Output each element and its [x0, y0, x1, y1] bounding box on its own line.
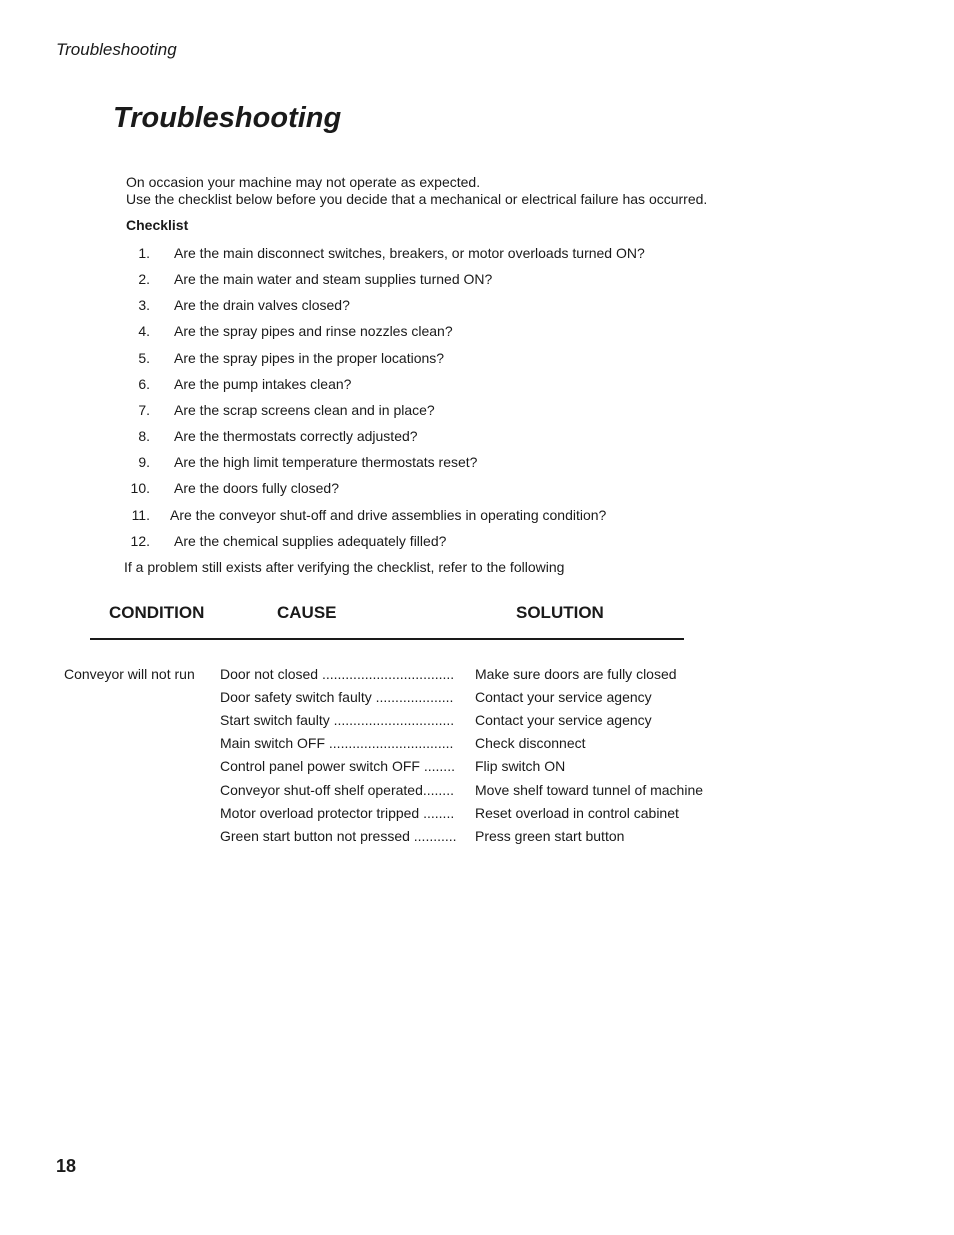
checklist-item-text: Are the drain valves closed? — [174, 297, 350, 313]
checklist-item-number: 11. — [131, 507, 150, 523]
page-title: Troubleshooting — [113, 102, 342, 134]
running-header: Troubleshooting — [56, 40, 177, 59]
checklist-item-text: Are the spray pipes and rinse nozzles clean? — [174, 323, 453, 339]
checklist-item-text: Are the doors fully closed? — [174, 480, 339, 496]
intro-line-1: On occasion your machine may not operate as expected. — [126, 174, 481, 190]
column-header-solution: SOLUTION — [516, 603, 604, 622]
column-header-condition: CONDITION — [109, 603, 205, 622]
solution-cell: Contact your service agency — [475, 712, 652, 728]
checklist-item-text: Are the spray pipes in the proper locations? — [174, 350, 445, 366]
solution-cell: Move shelf toward tunnel of machine — [475, 782, 704, 798]
checklist-item-text: Are the main water and steam supplies turned ON? — [174, 271, 493, 287]
checklist-item-number: 8. — [138, 428, 150, 444]
cause-cell: Motor overload protector tripped ........ — [220, 805, 455, 821]
checklist-item-text: Are the thermostats correctly adjusted? — [174, 428, 418, 444]
checklist-item-text: Are the pump intakes clean? — [174, 376, 352, 392]
followup-text: If a problem still exists after verifying the checklist, refer to the following — [124, 559, 565, 575]
checklist-item-text: Are the conveyor shut-off and drive assemblies in operating condition? — [170, 507, 607, 523]
solution-cell: Press green start button — [475, 828, 625, 844]
column-header-cause: CAUSE — [277, 603, 337, 622]
checklist-item-number: 7. — [138, 402, 150, 418]
solution-cell: Make sure doors are fully closed — [475, 666, 677, 682]
cause-cell: Main switch OFF ................................ — [220, 735, 454, 751]
page-number: 18 — [56, 1156, 77, 1176]
cause-cell: Start switch faulty ............................... — [220, 712, 455, 728]
checklist-item-number: 1. — [138, 245, 150, 261]
cause-cell: Door safety switch faulty .................... — [220, 689, 454, 705]
solution-cell: Check disconnect — [475, 735, 586, 751]
checklist-item-number: 12. — [130, 533, 150, 549]
checklist-item-number: 5. — [138, 350, 150, 366]
table-header-rule — [90, 638, 684, 640]
cause-cell: Green start button not pressed ........... — [220, 828, 457, 844]
intro-line-2: Use the checklist below before you decide that a mechanical or electrical failure has occurred. — [126, 191, 708, 207]
solution-cell: Contact your service agency — [475, 689, 652, 705]
cause-cell: Conveyor shut-off shelf operated........ — [220, 782, 454, 798]
solution-cell: Reset overload in control cabinet — [475, 805, 679, 821]
checklist-item-number: 4. — [138, 323, 150, 339]
intro-paragraph — [126, 174, 707, 208]
checklist-item-number: 10. — [130, 480, 150, 496]
cause-cell: Door not closed .................................. — [220, 666, 455, 682]
checklist-item-text: Are the chemical supplies adequately filled? — [174, 533, 447, 549]
checklist-item-number: 6. — [138, 376, 150, 392]
checklist-item-number: 3. — [138, 297, 150, 313]
solution-cell: Flip switch ON — [475, 758, 566, 774]
cause-cell: Control panel power switch OFF ........ — [220, 758, 455, 774]
checklist-item-number: 9. — [138, 454, 150, 470]
condition-cell: Conveyor will not run — [64, 666, 195, 682]
checklist-item-text: Are the main disconnect switches, breakers, or motor overloads turned ON? — [174, 245, 645, 261]
checklist-heading: Checklist — [126, 217, 189, 233]
checklist-item-number: 2. — [138, 271, 150, 287]
checklist-item-text: Are the scrap screens clean and in place? — [174, 402, 435, 418]
checklist-item-text: Are the high limit temperature thermostats reset? — [174, 454, 478, 470]
